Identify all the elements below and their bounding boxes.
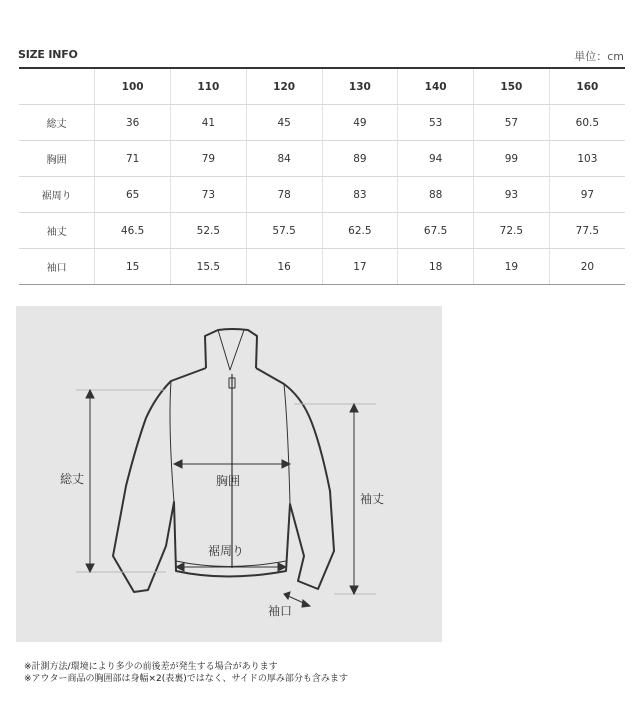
table-cell: 19: [474, 249, 550, 285]
row-label: 裾周り: [19, 177, 95, 213]
table-cell: 17: [322, 249, 398, 285]
table-cell: 60.5: [549, 105, 625, 141]
collar-inner: [218, 330, 244, 370]
table-cell: 15: [95, 249, 171, 285]
table-cell: 57.5: [246, 213, 322, 249]
table-row-sleeve-length: [19, 213, 625, 249]
label-chest: 胸囲: [216, 474, 241, 488]
table-cell: 99: [474, 141, 550, 177]
table-cell: 15.5: [171, 249, 247, 285]
arrow-head-icon: [350, 404, 358, 412]
table-cell: 78: [246, 177, 322, 213]
size-info-title: SIZE INFO: [18, 48, 78, 61]
table-cell: 16: [246, 249, 322, 285]
arrow-head-icon: [86, 564, 94, 572]
arrow-head-icon: [350, 586, 358, 594]
table-cell: 41: [171, 105, 247, 141]
row-label: 総丈: [19, 105, 95, 141]
header-cell-size: 130: [322, 68, 398, 105]
table-cell: 73: [171, 177, 247, 213]
header-cell-size: 160: [549, 68, 625, 105]
arrow-head-icon: [86, 390, 94, 398]
table-cell: 57: [474, 105, 550, 141]
row-label: 胸囲: [19, 141, 95, 177]
armhole-seam: [284, 384, 290, 504]
size-table: [19, 67, 625, 285]
table-cell: 71: [95, 141, 171, 177]
table-cell: 65: [95, 177, 171, 213]
table-cell: 79: [171, 141, 247, 177]
table-cell: 53: [398, 105, 474, 141]
table-cell: 20: [549, 249, 625, 285]
table-cell: 103: [549, 141, 625, 177]
collar-outline: [205, 329, 257, 368]
table-cell: 77.5: [549, 213, 625, 249]
header-cell-size: 120: [246, 68, 322, 105]
row-label: 袖丈: [19, 213, 95, 249]
arrow-head-icon: [284, 592, 290, 599]
table-row-total-length: [19, 105, 625, 141]
arrow-head-icon: [278, 563, 286, 571]
table-cell: 36: [95, 105, 171, 141]
measurement-diagram: [16, 306, 442, 642]
size-info-header: [18, 48, 624, 64]
table-row-chest: [19, 141, 625, 177]
header-cell-size: 140: [398, 68, 474, 105]
table-cell: 84: [246, 141, 322, 177]
header-cell-size: 150: [474, 68, 550, 105]
header-cell-size: 110: [171, 68, 247, 105]
header-cell-size: 100: [95, 68, 171, 105]
table-row-cuff: [19, 249, 625, 285]
table-cell: 62.5: [322, 213, 398, 249]
note-line: ※アウター商品の胸囲部は身幅×2(表裏)ではなく、サイドの厚み部分も含みます: [24, 674, 348, 684]
header-cell-blank: [19, 68, 95, 105]
table-row-hem: [19, 177, 625, 213]
table-cell: 46.5: [95, 213, 171, 249]
label-cuff: 袖口: [268, 604, 293, 618]
table-cell: 49: [322, 105, 398, 141]
armhole-seam: [170, 381, 174, 502]
arrow-head-icon: [176, 563, 184, 571]
table-cell: 83: [322, 177, 398, 213]
size-header-row: [19, 68, 625, 105]
table-cell: 72.5: [474, 213, 550, 249]
notes: [24, 661, 348, 685]
arrow-head-icon: [302, 600, 310, 607]
table-cell: 94: [398, 141, 474, 177]
unit-label: 単位：cm: [574, 50, 624, 63]
row-label: 袖口: [19, 249, 95, 285]
arrow-head-icon: [174, 460, 182, 468]
table-cell: 88: [398, 177, 474, 213]
note-line: ※計測方法/環境により多少の前後差が発生する場合があります: [24, 662, 278, 672]
table-cell: 89: [322, 141, 398, 177]
table-cell: 45: [246, 105, 322, 141]
label-sleeve-length: 袖丈: [360, 492, 385, 506]
table-cell: 97: [549, 177, 625, 213]
table-cell: 67.5: [398, 213, 474, 249]
table-cell: 52.5: [171, 213, 247, 249]
table-cell: 18: [398, 249, 474, 285]
label-hem: 裾周り: [208, 544, 245, 558]
hem-band: [176, 561, 286, 567]
table-cell: 93: [474, 177, 550, 213]
label-total-length: 総丈: [60, 472, 85, 486]
